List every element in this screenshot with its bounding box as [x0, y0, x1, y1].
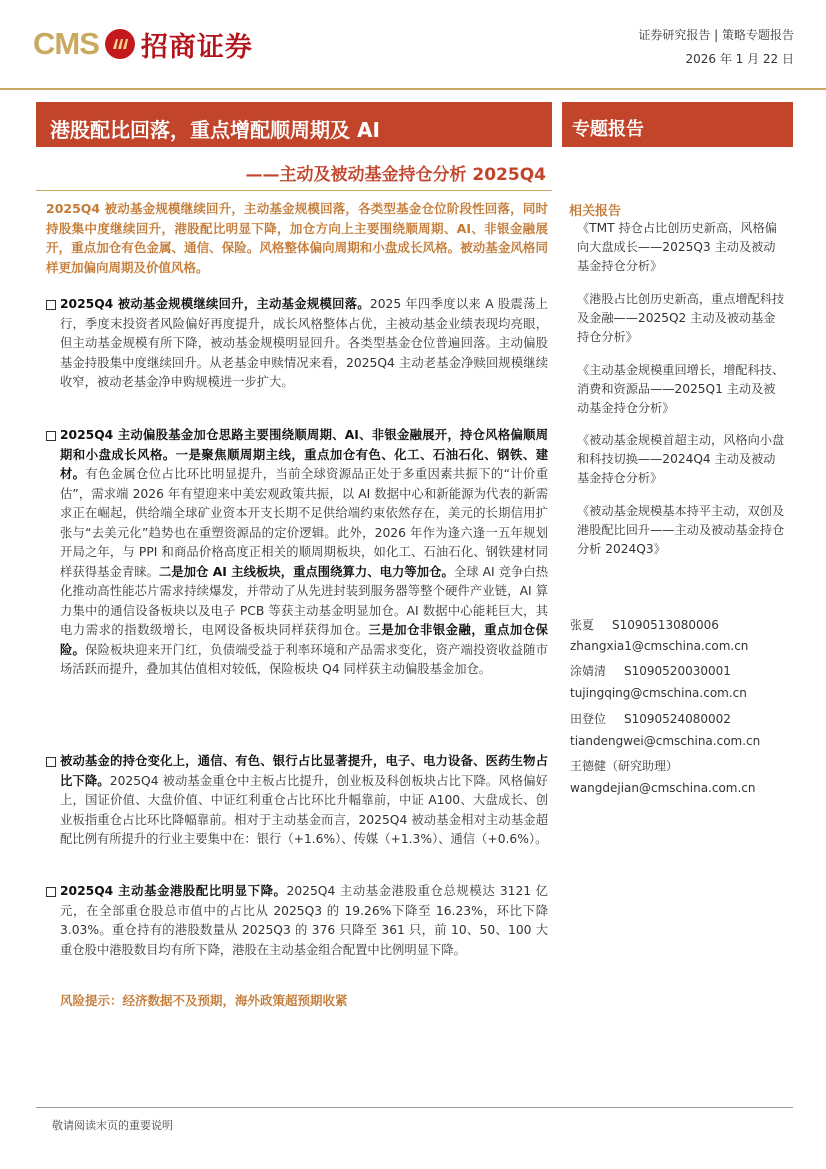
report-date: 2026 年 1 月 22 日 [685, 52, 794, 66]
analyst-email[interactable]: tiandengwei@cmschina.com.cn [570, 734, 761, 748]
bullet-item [46, 426, 548, 680]
analyst-name: 张夏 [570, 618, 595, 632]
report-title: 港股配比回落，重点增配顺周期及 AI [50, 118, 380, 142]
bullet-body: 有色金属仓位占比环比明显提升，当前全球资源品正处于多重因素共振下的“计价重估”，需求端 2026 年有望迎来中美宏观政策共振，以 AI 数据中心和新能源为代表的新需求正在崛起，供给端全球矿业资本开支长期不足供给端约束依然存在，美元的长期信用扩张与“去美元化”趋势也在重塑资源品的定价逻辑。此外，2026 年作为逢六逢一五年规划开局之年，与 PPI 和商品价格高度正相关的顺周期板块，如化工、石油石化、钢铁建材同样获得基金青睐。 [60, 467, 548, 579]
side-title-label: 专题报告 [572, 119, 644, 140]
related-report-link[interactable]: 《被动基金规模首超主动，风格向小盘和科技切换——2024Q4 主动及被动基金持仓分析》 [577, 433, 785, 485]
bullet-heading: 2025Q4 主动偏股基金加仓思路主要围绕顺周期、AI、非银金融展开，持仓风格偏顺周期和小盘成长风格。一是聚焦顺周期主线，重点加仓有色、化工、石油石化、钢铁、建材。 [60, 428, 548, 481]
header-divider [0, 88, 826, 90]
footer-divider [36, 1107, 793, 1108]
related-report-link[interactable]: 《港股占比创历史新高，重点增配科技及金融——2025Q2 主动及被动基金持仓分析》 [577, 292, 785, 344]
analyst-email[interactable]: tujingqing@cmschina.com.cn [570, 686, 747, 700]
bullet-heading: 被动基金的持仓变化上，通信、有色、银行占比显著提升，电子、电力设备、医药生物占比下降。 [60, 754, 548, 788]
title-divider [36, 190, 552, 191]
risk-warning: 风险提示：经济数据不及预期，海外政策超预期收紧 [60, 993, 348, 1008]
checkbox-bullet-icon [46, 887, 56, 897]
logo-mark-icon [105, 29, 135, 59]
logo-en: CMS [33, 26, 99, 61]
analyst-email[interactable]: wangdejian@cmschina.com.cn [570, 781, 756, 795]
bullet-body-2: 全球 AI 竞争白热化推动高性能芯片需求持续爆发，并带动了从先进封装到服务器等整个硬件产业链，AI 算力集中的通信设备板块以及电子 PCB 等获主动基金明显加仓。AI 数据中心能耗巨大，其电力需求的指数级增长，电网设备板块同样获得加仓。 [60, 564, 548, 637]
analyst-email[interactable]: zhangxia1@cmschina.com.cn [570, 639, 749, 653]
summary-paragraph: 2025Q4 被动基金规模继续回升，主动基金规模回落，各类型基金仓位阶段性回落，同时持股集中度继续回升，港股配比明显下降，加仓方向上主要围绕顺周期、AI、非银金融展开，重点加仓有色金属、通信、保险。风格整体偏向周期和小盘成长风格。被动基金风格同样更加偏向周期及价值风格。 [46, 201, 548, 275]
bullet-body: 2025Q4 主动基金港股重仓总规模达 3121 亿元，在全部重仓股总市值中的占比从 2025Q3 的 19.26%下降至 16.23%，环比下降 3.03%。重仓持有的港股数量从 2025Q3 的 376 只降至 361 只，前 10、50、100 大重仓股中港股数目均有所下降，港股在主动基金组合配置中比例明显下降。 [60, 884, 548, 957]
analyst-row [570, 662, 731, 679]
analyst-name: 王德健（研究助理） [570, 759, 679, 773]
bullet-heading: 2025Q4 主动基金港股配比明显下降。 [60, 884, 287, 898]
analyst-row [570, 710, 731, 727]
company-logo [33, 24, 253, 64]
analyst-code: S1090520030001 [624, 664, 731, 678]
analyst-row [570, 757, 678, 774]
analyst-name: 田登位 [570, 712, 607, 726]
bullet-body: 2025Q4 被动基金重仓中主板占比提升，创业板及科创板块占比下降。风格偏好上，国证价值、大盘价值、中证红利重仓占比环比升幅靠前，中证 A100、大盘成长、创业板指重仓占比环比降幅靠前。相对于主动基金而言，2025Q4 被动基金相对主动基金超配比例有所提升的行业主要集中在：银行（+1.6%）、传媒（+1.3%）、通信（+0.6%）。 [60, 773, 548, 846]
checkbox-bullet-icon [46, 431, 56, 441]
report-category: 证券研究报告 | 策略专题报告 [638, 28, 794, 42]
bullet-body: 2025 年四季度以来 A 股震荡上行，季度末投资者风险偏好再度提升，成长风格整体占优，主被动基金业绩表现均亮眼，但主动基金规模有所下降，被动基金规模明显回升。各类型基金仓位普遍回落。主动偏股基金持股集中度继续回升。从老基金申赎情况来看，2025Q4 主动老基金净赎回规模继续收窄，被动老基金净申购规模进一步扩大。 [60, 297, 548, 389]
bullet-item [46, 295, 548, 393]
analyst-row [570, 616, 719, 633]
related-report-link[interactable]: 《TMT 持仓占比创历史新高，风格偏向大盘成长——2025Q3 主动及被动基金持仓分析》 [577, 221, 777, 273]
related-report-link[interactable]: 《被动基金规模基本持平主动，双创及港股配比回升——主动及被动基金持仓分析 2024Q3》 [577, 504, 785, 556]
bullet-heading-2: 二是加仓 AI 主线板块，重点围绕算力、电力等加仓。 [158, 564, 454, 579]
analyst-name: 涂婧清 [570, 664, 607, 678]
bullet-item [46, 882, 548, 960]
bullet-body-3: 保险板块迎来开门红，负债端受益于利率环境和产品需求变化，资产端投资收益随市场活跃而提升，叠加其估值相对较低，保险板块 Q4 同样获主动偏股基金加仓。 [60, 642, 548, 676]
analyst-code: S1090524080002 [624, 712, 731, 726]
report-subtitle: ——主动及被动基金持仓分析 2025Q4 [245, 165, 546, 185]
bullet-heading-3: 三是加仓非银金融，重点加仓保险。 [60, 623, 548, 657]
footer-note: 敬请阅读末页的重要说明 [52, 1119, 173, 1132]
checkbox-bullet-icon [46, 300, 56, 310]
bullet-item [46, 752, 548, 850]
related-report-link[interactable]: 《主动基金规模重回增长，增配科技、消费和资源品——2025Q1 主动及被动基金持仓分析》 [577, 363, 785, 415]
logo-cn: 招商证券 [140, 31, 253, 63]
checkbox-bullet-icon [46, 757, 56, 767]
bullet-heading: 2025Q4 被动基金规模继续回升，主动基金规模回落。 [60, 297, 370, 311]
related-reports-title: 相关报告 [569, 204, 622, 219]
analyst-code: S1090513080006 [612, 618, 719, 632]
